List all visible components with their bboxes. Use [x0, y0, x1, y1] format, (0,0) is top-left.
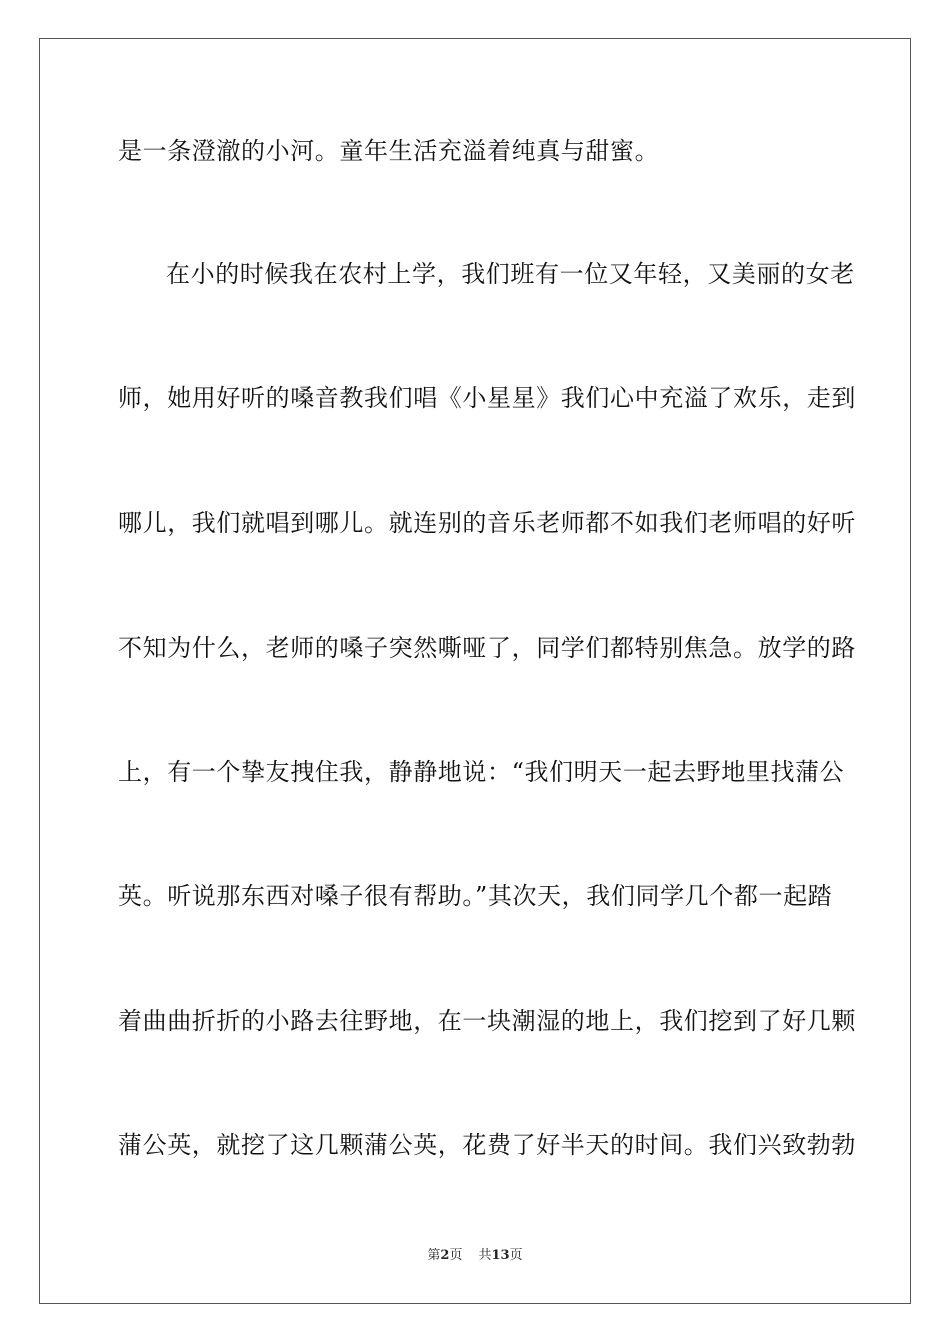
text-line: 是一条澄澈的小河。童年生活充溢着纯真与甜蜜。	[118, 137, 660, 165]
total-suffix: 页	[509, 1248, 523, 1263]
text-line: 着曲曲折折的小路去往野地，在一块潮湿的地上，我们挖到了好几颗	[118, 1007, 856, 1035]
page-number: 2	[440, 1248, 450, 1263]
total-prefix: 共	[478, 1248, 492, 1263]
total-pages: 13	[491, 1248, 510, 1263]
text-line: 哪儿，我们就唱到哪儿。就连别的音乐老师都不如我们老师唱的好听	[118, 509, 856, 537]
page-border	[39, 38, 911, 1304]
paragraph-first-line: 在小的时候我在农村上学，我们班有一位又年轻，又美丽的女老	[166, 260, 855, 288]
text-line: 英。听说那东西对嗓子很有帮助。”其次天，我们同学几个都一起踏	[118, 882, 833, 910]
text-line: 师，她用好听的嗓音教我们唱《小星星》我们心中充溢了欢乐，走到	[118, 384, 856, 412]
text-line: 不知为什么，老师的嗓子突然嘶哑了，同学们都特别焦急。放学的路	[118, 634, 856, 662]
text-line: 蒲公英，就挖了这几颗蒲公英，花费了好半天的时间。我们兴致勃勃	[118, 1131, 856, 1159]
page-footer	[0, 1247, 950, 1265]
page-prefix: 第	[427, 1248, 441, 1263]
page-suffix: 页	[449, 1248, 463, 1263]
text-line: 上，有一个挚友拽住我，静静地说：“我们明天一起去野地里找蒲公	[118, 758, 845, 786]
